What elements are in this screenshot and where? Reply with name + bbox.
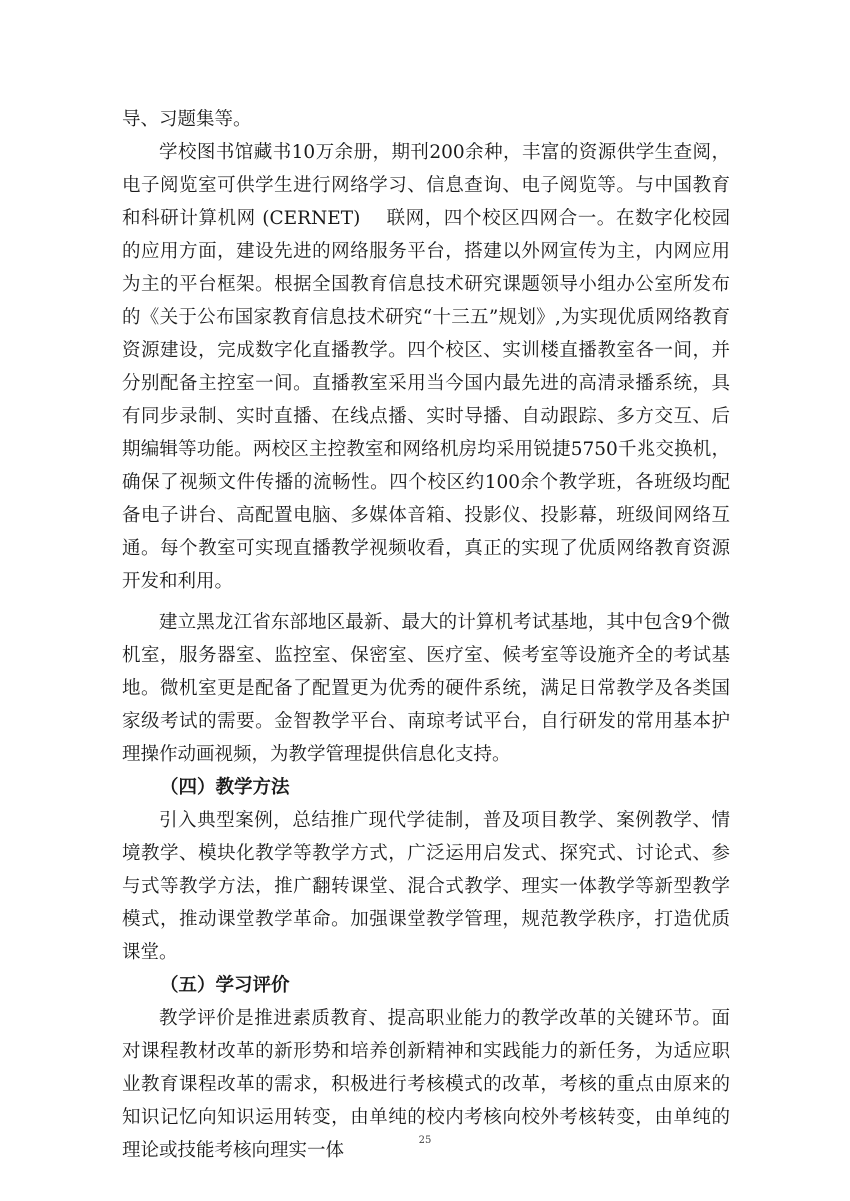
exam-base-paragraph: 建立黑龙江省东部地区最新、最大的计算机考试基地，其中包含9个微机室，服务器室、监控室、保密室、医疗室、候考室等设施齐全的考试基地。微机室更是配备了配置更为优秀的硬件系统，满足日常教学及各类国家级考试的需要。金智教学平台、南琼考试平台，自行研发的常用基本护理操作动画视频，为教学管理提供信息化支持。 [122, 612, 730, 765]
learning-evaluation-paragraph: 教学评价是推进素质教育、提高职业能力的教学改革的关键环节。面对课程教材改革的新形势和培养创新精神和实践能力的新任务，为适应职业教育课程改革的需求，积极进行考核模式的改革，考核的重点由原来的知识记忆向知识运用转变，由单纯的校内考核向校外考核转变，由单纯的理论或技能考核向理实一体 [122, 1008, 730, 1161]
page-number: 25 [418, 1135, 432, 1146]
body-text [122, 103, 730, 1167]
paragraph-gap [122, 598, 730, 606]
teaching-methods-paragraph: 引入典型案例，总结推广现代学徒制，普及项目教学、案例教学、情境教学、模块化教学等教学方式，广泛运用启发式、探究式、讨论式、参与式等教学方法，推广翻转课堂、混合式教学、理实一体教学等新型教学模式，推动课堂教学革命。加强课堂教学管理，规范教学秩序，打造优质课堂。 [122, 810, 730, 963]
section-heading-learning-evaluation: （五）学习评价 [160, 975, 290, 996]
library-paragraph: 学校图书馆藏书10万余册，期刊200余种，丰富的资源供学生查阅，电子阅览室可供学生进行网络学习、信息查询、电子阅览等。与中国教育和科研计算机网 (CERNET) 联网，四个校区四网合一。在数字化校园的应用方面，建设先进的网络服务平台，搭建以外网宣传为主，内网应用为主的平台框架。根据全国教育信息技术研究课题领导小组办公室所发布的《关于公布国家教育信息技术研究“十三五”规划》,为实现优质网络教育资源建设，完成数字化直播教学。四个校区、实训楼直播教室各一间，并分别配备主控室一间。直播教室采用当今国内最先进的高清录播系统，具有同步录制、实时直播、在线点播、实时导播、自动跟踪、多方交互、后期编辑等功能。两校区主控教室和网络机房均采用锐捷5750千兆交换机，确保了视频文件传播的流畅性。四个校区约100余个教学班，各班级均配备电子讲台、高配置电脑、多媒体音箱、投影仪、投影幕，班级间网络互通。每个教室可实现直播教学视频收看，真正的实现了优质网络教育资源开发和利用。 [122, 142, 730, 592]
continuation-line: 导、习题集等。 [122, 109, 252, 130]
section-heading-teaching-methods: （四）教学方法 [160, 777, 290, 798]
